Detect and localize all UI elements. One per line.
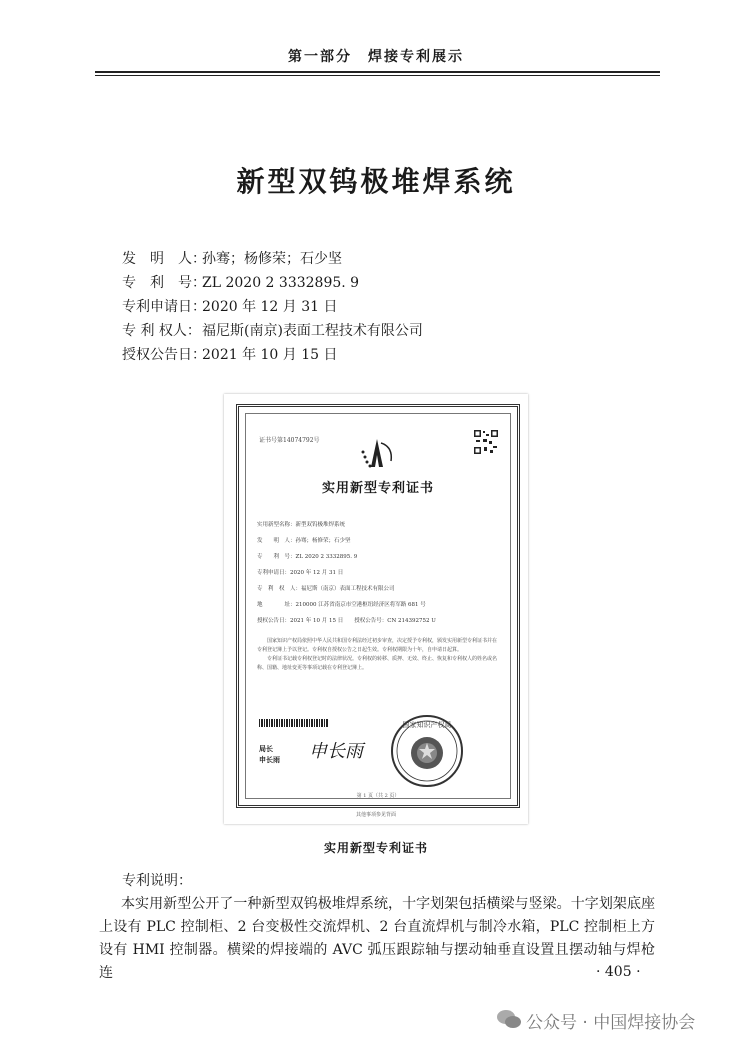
cert-field-owner: 专 利 权 人：福尼斯（南京）表面工程技术有限公司 <box>257 586 395 592</box>
meta-filing-date: 专利申请日：2020 年 12 月 31 日 <box>122 299 338 315</box>
running-header: 第一部分 焊接专利展示 <box>288 49 464 65</box>
cert-field-patent-no: 专 利 号：ZL 2020 2 3332895. 9 <box>257 554 358 560</box>
page-title: 新型双钨极堆焊系统 <box>236 165 516 198</box>
certificate-footer: 其他事项参见背面 <box>355 812 396 818</box>
barcode <box>259 719 329 727</box>
certificate-number: 证书号第14074792号 <box>259 437 320 444</box>
body-paragraph: 本实用新型公开了一种新型双钨极堆焊系统，十字划架包括横梁与竖梁。十字划架底座上设有 PLC 控制柜、2 台变极性交流焊机、2 台直流焊机与制冷水箱，PLC 控制柜上方设有 HMI 控制器。横梁的焊接端的 AVC 弧压跟踪轴与摆动轴垂直设置且摆动轴与焊枪连 <box>99 896 655 981</box>
official-seal-icon <box>389 713 465 789</box>
header-rule-thin <box>95 75 660 76</box>
certificate-statement: 国家知识产权局依照中华人民共和国专利法经过初步审查，决定授予专利权，颁发实用新型专利证书并在专利登记簿上予以登记。专利权自授权公告之日起生效。专利权期限为十年，自申请日起算。 专利证书记载专利权登记时的法律状况。专利权的转移、质押、无效、终止、恢复和专利权人的姓名或名称、国籍、地址变更等事项记载在专利登记簿上。 <box>257 638 498 671</box>
certificate-title: 实用新型专利证书 <box>321 481 434 496</box>
watermark: 公众号 · 中国焊接协会 <box>526 1013 696 1033</box>
certificate-frame <box>236 404 520 808</box>
certificate-image <box>224 394 528 824</box>
cert-field-address: 地 址：210000 江苏省南京市空港枢纽经济区将军路 681 号 <box>257 602 426 608</box>
cert-field-inventor: 发 明 人：孙骞；杨修荣；石少坚 <box>257 538 351 544</box>
handwritten-signature: 申长雨 <box>309 741 363 762</box>
figure-caption: 实用新型专利证书 <box>323 841 428 855</box>
patent-meta <box>122 247 423 367</box>
certificate-page: 第 1 页（共 2 页） <box>356 793 400 799</box>
signatory: 局长 申长雨 <box>259 744 280 764</box>
cert-field-filing-date: 专利申请日：2020 年 12 月 31 日 <box>257 570 344 576</box>
certificate-fields <box>257 520 507 632</box>
meta-inventor: 发 明 人：孙骞；杨修荣；石少坚 <box>122 251 342 267</box>
svg-text:国家知识产权局: 国家知识产权局 <box>402 721 452 729</box>
meta-owner: 专 利 权人：福尼斯(南京)表面工程技术有限公司 <box>122 323 423 339</box>
header-rule <box>95 71 660 73</box>
meta-grant-date: 授权公告日：2021 年 10 月 15 日 <box>122 347 338 363</box>
qr-code-icon <box>473 429 499 455</box>
cnipa-logo-icon <box>357 437 397 471</box>
page-number: · 405 · <box>596 964 641 980</box>
cert-field-name: 实用新型名称：新型双钨极堆焊系统 <box>257 522 346 528</box>
cert-field-grant-date: 授权公告日：2021 年 10 月 15 日 授权公告号：CN 214392752 U <box>257 618 436 624</box>
meta-patent-no: 专 利 号：ZL 2020 2 3332895. 9 <box>122 275 360 291</box>
section-title: 专利说明： <box>122 873 192 889</box>
